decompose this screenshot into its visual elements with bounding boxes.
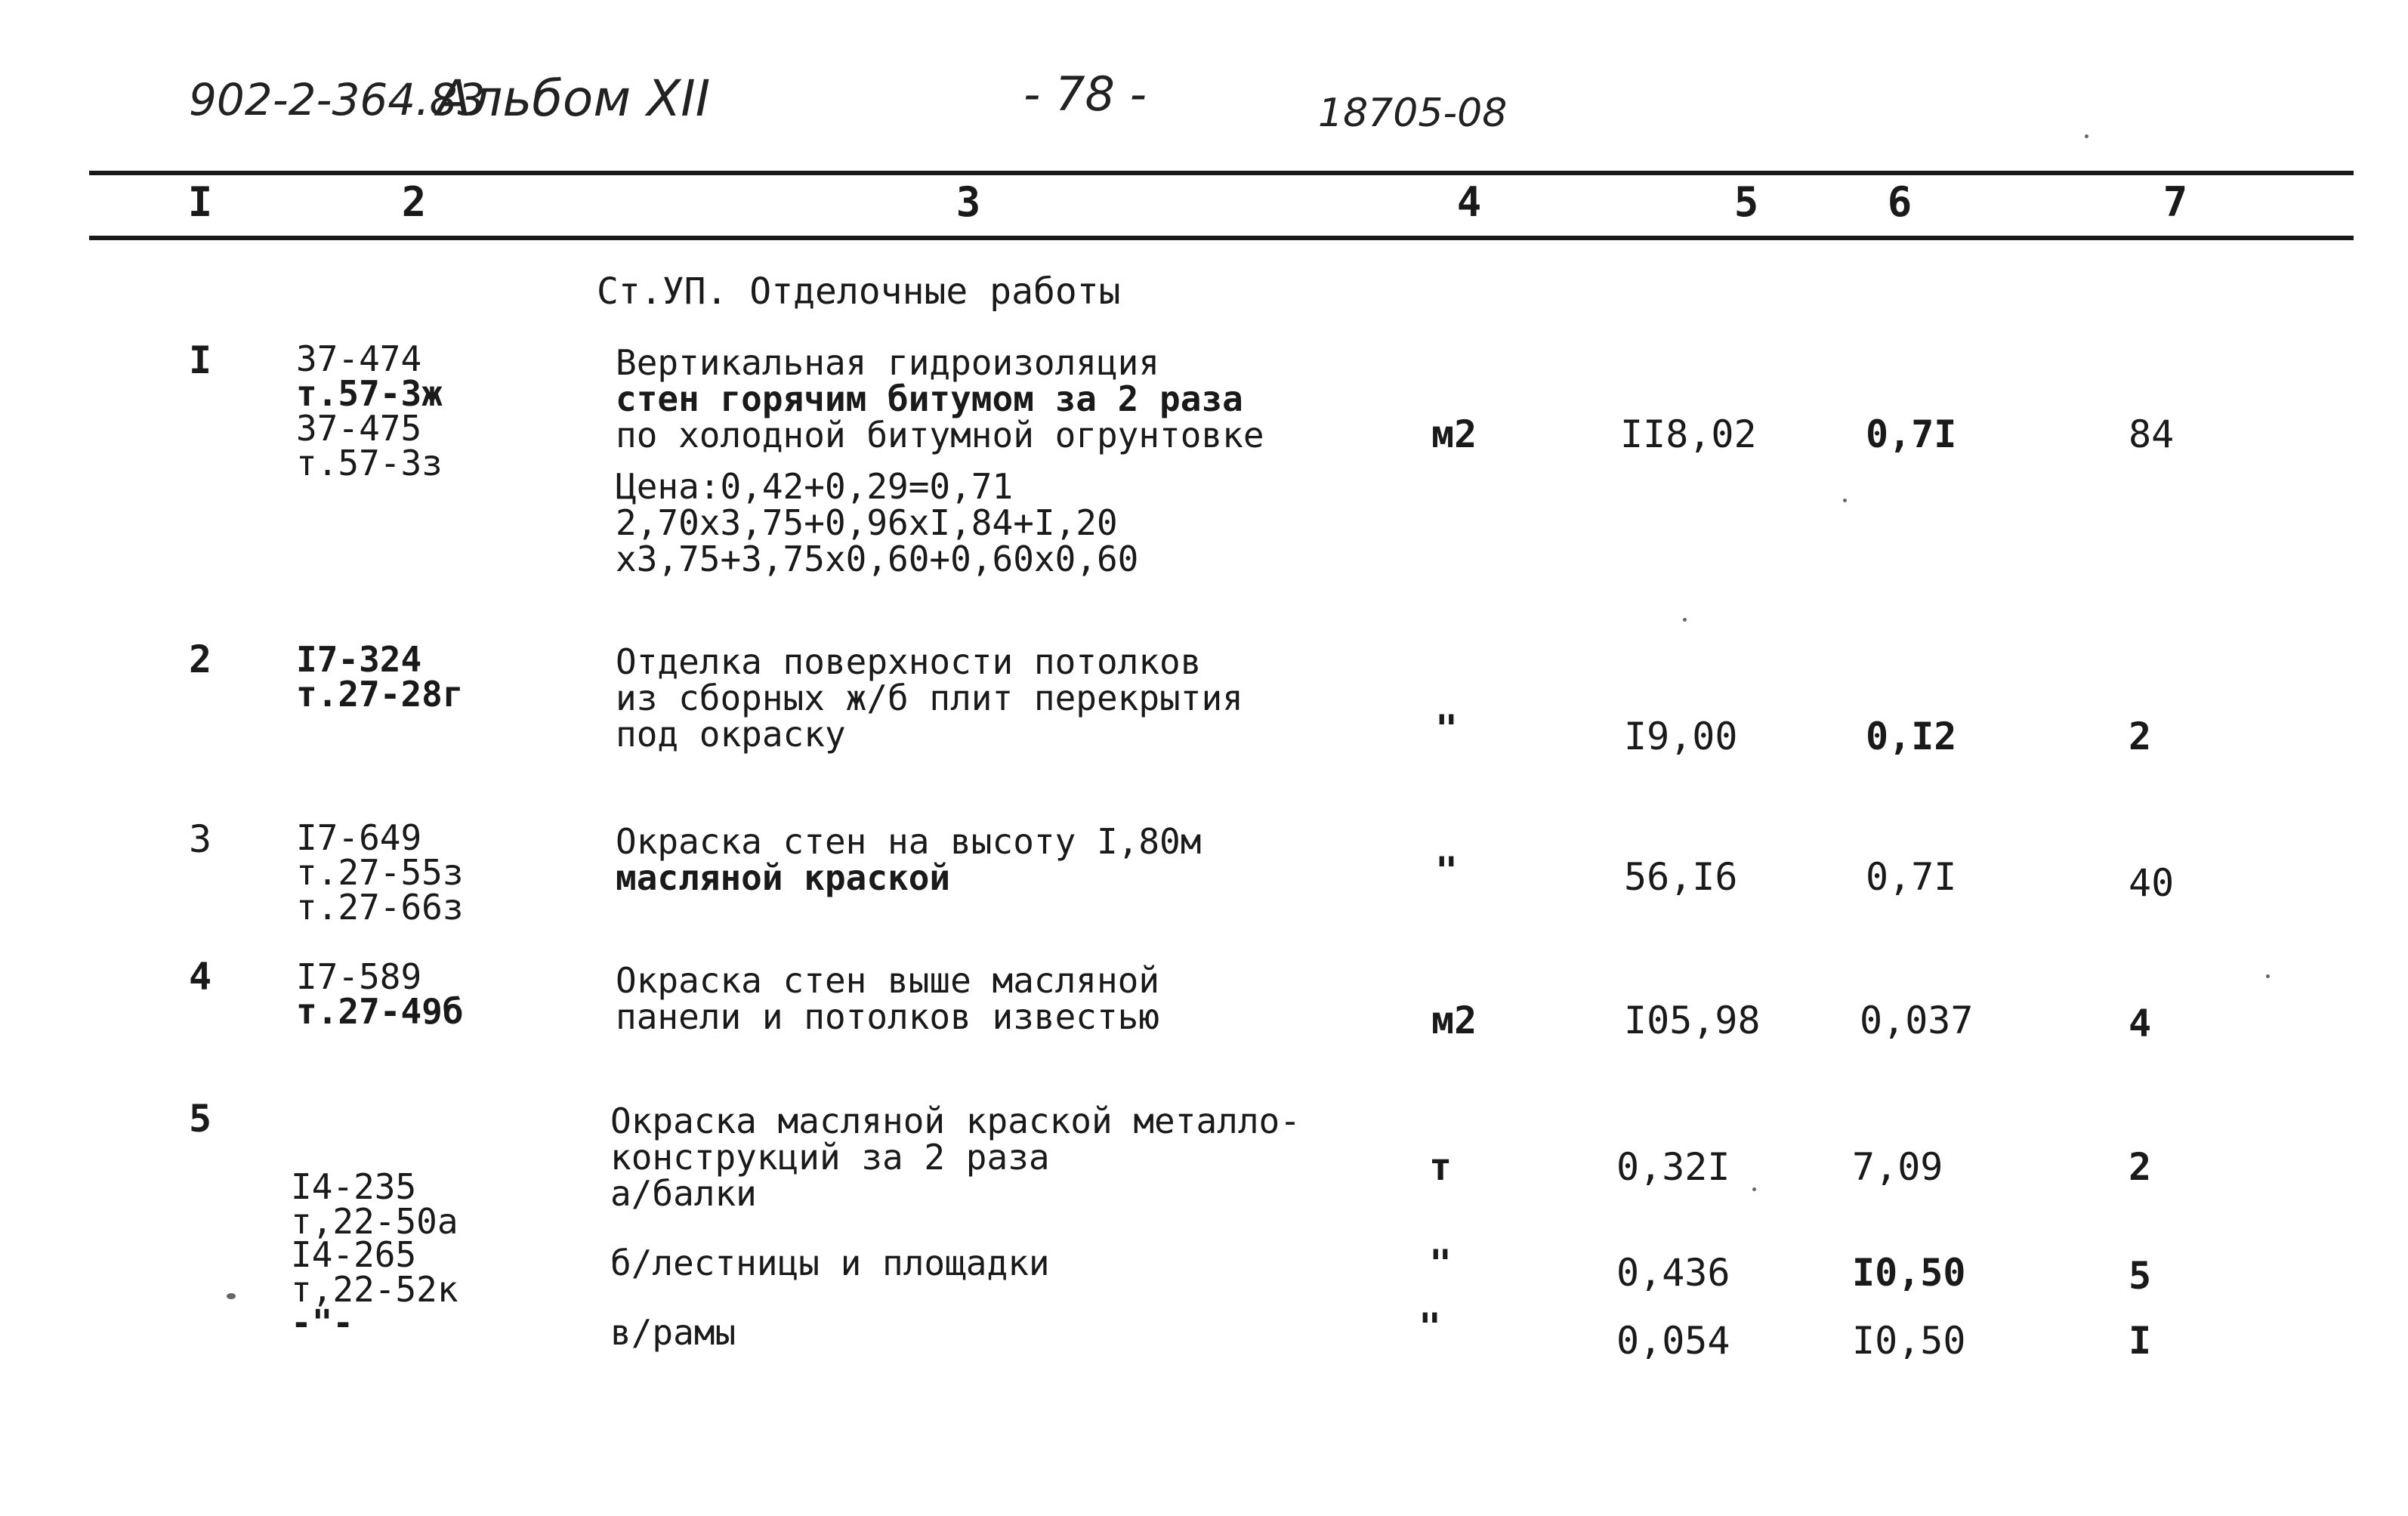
work-description: Окраска стен выше масляной — [616, 960, 1160, 1001]
norm-code: I7-649 — [296, 817, 422, 858]
scan-speck — [227, 1293, 236, 1299]
column-header-5: 5 — [1733, 178, 1759, 226]
column-header-7: 7 — [2163, 178, 2188, 226]
unit-of-measure: " — [1435, 849, 1459, 893]
scan-speck — [2266, 974, 2270, 978]
column-header-1: I — [187, 178, 213, 226]
unit-price: 0,7I — [1866, 855, 1957, 899]
unit-of-measure: м2 — [1431, 412, 1477, 456]
unit-of-measure: " — [1435, 707, 1459, 751]
unit-of-measure: " — [1419, 1305, 1442, 1349]
total-cost: 2 — [2129, 1145, 2152, 1189]
work-description: масляной краской — [616, 857, 951, 898]
row-number: 2 — [189, 638, 212, 681]
album-title: Альбом XII — [437, 69, 711, 128]
document-number: 902-2-364.83 — [189, 74, 486, 125]
norm-code: 37-474 — [296, 338, 422, 379]
work-description: под окраску — [616, 714, 846, 755]
quantity: I05,98 — [1624, 999, 1761, 1042]
quantity: 0,054 — [1616, 1319, 1730, 1363]
norm-table-ref: т.27-66з — [296, 887, 464, 928]
work-description: Окраска масляной краской металло- — [610, 1101, 1301, 1141]
norm-table-ref: т.27-49б — [296, 991, 464, 1032]
quantity: 0,436 — [1616, 1251, 1730, 1295]
work-description: Отделка поверхности потолков — [616, 641, 1202, 682]
unit-of-measure: м2 — [1431, 999, 1477, 1042]
work-description: Вертикальная гидроизоляция — [616, 342, 1160, 383]
scan-speck — [1843, 499, 1847, 502]
work-description: стен горячим битумом за 2 раза — [616, 378, 1243, 419]
scan-speck — [2085, 134, 2088, 138]
column-header-6: 6 — [1887, 178, 1913, 226]
quantity-calculation: 2,70х3,75+0,96хI,84+I,20 — [616, 502, 1118, 543]
row-number: 3 — [189, 817, 212, 861]
row-number: 4 — [189, 955, 212, 999]
work-description: конструкций за 2 раза — [610, 1137, 1050, 1178]
norm-table-ref: т.27-28г — [296, 674, 464, 715]
column-header-2: 2 — [401, 178, 427, 226]
norm-code: I4-235 — [291, 1166, 417, 1207]
price-calculation: Цена:0,42+0,29=0,71 — [616, 466, 1014, 507]
quantity: I9,00 — [1624, 715, 1738, 758]
total-cost: 2 — [2129, 715, 2152, 758]
quantity: II8,02 — [1620, 412, 1757, 456]
unit-price: 0,037 — [1860, 999, 1974, 1042]
unit-of-measure: т — [1429, 1145, 1453, 1189]
unit-of-measure: " — [1429, 1242, 1453, 1286]
unit-price: 7,09 — [1852, 1145, 1943, 1189]
unit-price: I0,50 — [1852, 1251, 1966, 1295]
total-cost: 4 — [2129, 1002, 2152, 1045]
norm-table-ref: т.27-55з — [296, 852, 464, 893]
norm-code: I4-265 — [291, 1234, 417, 1275]
sub-item-description: в/рамы — [610, 1312, 736, 1353]
quantity: 56,I6 — [1624, 855, 1738, 899]
page-number: - 78 - — [1023, 66, 1147, 122]
scan-speck — [1752, 1187, 1756, 1191]
total-cost: I — [2129, 1319, 2152, 1363]
total-cost: 84 — [2129, 412, 2175, 456]
row-number: I — [189, 338, 212, 382]
section-title: Ст.УП. Отделочные работы — [597, 270, 1121, 313]
row-number: 5 — [189, 1097, 212, 1141]
work-description: по холодной битумной огрунтовке — [616, 415, 1264, 455]
norm-code: I7-324 — [296, 639, 422, 680]
norm-table-ref: т.57-3з — [296, 443, 443, 483]
ditto-mark: -"- — [291, 1302, 354, 1343]
work-description: Окраска стен на высоту I,80м — [616, 821, 1202, 862]
column-header-3: 3 — [955, 178, 981, 226]
work-description: панели и потолков известью — [616, 996, 1160, 1037]
norm-code: I7-589 — [296, 956, 422, 997]
sub-item-description: б/лестницы и площадки — [610, 1243, 1050, 1283]
table-top-rule — [89, 171, 2354, 175]
quantity-calculation: х3,75+3,75х0,60+0,60х0,60 — [616, 539, 1139, 579]
quantity: 0,32I — [1616, 1145, 1730, 1189]
sub-item-description: а/балки — [610, 1173, 757, 1214]
column-header-4: 4 — [1456, 178, 1482, 226]
norm-table-ref: т,22-52к — [291, 1269, 458, 1310]
norm-table-ref: т,22-50а — [291, 1201, 458, 1242]
unit-price: 0,7I — [1866, 412, 1957, 456]
norm-code: 37-475 — [296, 408, 422, 449]
scan-speck — [1683, 618, 1687, 622]
work-description: из сборных ж/б плит перекрытия — [616, 678, 1243, 718]
unit-price: I0,50 — [1852, 1319, 1966, 1363]
total-cost: 5 — [2129, 1254, 2152, 1298]
unit-price: 0,I2 — [1866, 715, 1957, 758]
total-cost: 40 — [2129, 861, 2175, 905]
norm-table-ref: т.57-3ж — [296, 373, 443, 414]
inventory-number: 18705-08 — [1318, 91, 1508, 136]
table-header-rule — [89, 236, 2354, 240]
